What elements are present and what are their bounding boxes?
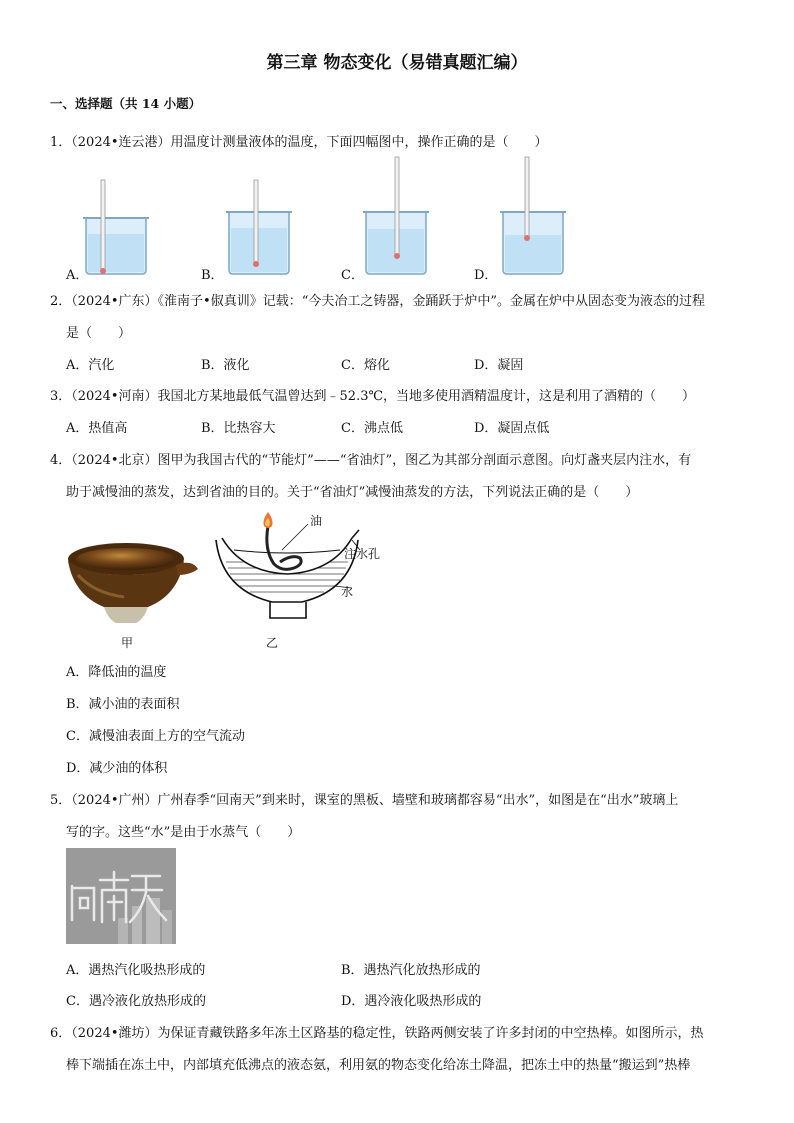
beaker-figure-c: [362, 155, 432, 276]
question-5-stem-line2: 写的字。这些“水”是由于水蒸气（ ）: [66, 825, 301, 840]
question-2-stem-line2: 是（ ）: [66, 326, 132, 341]
q5-option-c[interactable]: C．遇冷液化放热形成的: [66, 994, 206, 1009]
beaker-figure-a: [82, 178, 152, 276]
question-1-stem: 1．（2024•连云港）用温度计测量液体的温度，下面四幅图中，操作正确的是（ ）: [50, 135, 548, 150]
question-6-stem-line1: 6．（2024•潍坊）为保证青藏铁路多年冻土区路基的稳定性，铁路两侧安装了许多封闭的中空热棒。如图所示，热: [50, 1026, 704, 1041]
q2-option-c[interactable]: C．熔化: [341, 358, 390, 373]
beaker-figure-b: [225, 178, 295, 276]
foggy-window-photo: [66, 848, 176, 944]
q3-option-a[interactable]: A．热值高: [66, 421, 128, 436]
figure-label-water: 水: [341, 585, 354, 599]
figure-label-yi: 乙: [266, 636, 279, 650]
q5-option-d[interactable]: D．遇冷液化吸热形成的: [341, 994, 482, 1009]
q1-option-d[interactable]: D．: [474, 268, 498, 283]
question-6-stem-line2: 棒下端插在冻土中，内部填充低沸点的液态氨，利用氨的物态变化给冻土降温，把冻土中的热量“搬运到”热棒: [66, 1058, 691, 1073]
question-4-stem-line1: 4．（2024•北京）图甲为我国古代的“节能灯”——“省油灯”，图乙为其部分剖面示意图。向灯盏夹层内注水，有: [50, 453, 692, 468]
figure-label-oil: 油: [310, 514, 323, 528]
q3-option-c[interactable]: C．沸点低: [341, 421, 403, 436]
q3-option-d[interactable]: D．凝固点低: [474, 421, 550, 436]
q4-option-c[interactable]: C．减慢油表面上方的空气流动: [66, 729, 245, 744]
q5-option-a[interactable]: A．遇热汽化吸热形成的: [66, 963, 206, 978]
q5-option-b[interactable]: B．遇热汽化放热形成的: [341, 963, 481, 978]
q2-option-b[interactable]: B．液化: [201, 358, 250, 373]
page-title: 第三章 物态变化（易错真题汇编）: [266, 53, 528, 73]
q4-option-d[interactable]: D．减少油的体积: [66, 761, 168, 776]
beaker-figure-d: [499, 155, 569, 276]
q2-option-d[interactable]: D．凝固: [474, 358, 524, 373]
q1-option-b[interactable]: B．: [201, 268, 224, 283]
question-3-stem: 3．（2024•河南）我国北方某地最低气温曾达到﹣52.3℃，当地多使用酒精温度计，这是利用了酒精的（ ）: [50, 389, 696, 404]
q4-option-b[interactable]: B．减小油的表面积: [66, 697, 180, 712]
q3-option-b[interactable]: B．比热容大: [201, 421, 276, 436]
figure-label-hole: 注水孔: [344, 547, 381, 561]
question-4-stem-line2: 助于减慢油的蒸发，达到省油的目的。关于“省油灯”减慢油蒸发的方法，下列说法正确的是（ ）: [66, 485, 639, 500]
figure-label-jia: 甲: [121, 636, 134, 650]
q1-option-c[interactable]: C．: [341, 268, 364, 283]
q4-option-a[interactable]: A．降低油的温度: [66, 665, 167, 680]
q1-option-a[interactable]: A．: [66, 268, 89, 283]
question-5-stem-line1: 5．（2024•广州）广州春季“回南天”到来时，课室的黑板、墙壁和玻璃都容易“出水”，如图是在“出水”玻璃上: [50, 793, 679, 808]
section-heading: 一、选择题（共 14 小题）: [50, 96, 202, 111]
question-2-stem-line1: 2．（2024•广东）《淮南子•俶真训》记载：“今夫冶工之铸器，金踊跃于炉中”。金属在炉中从固态变为液态的过程: [50, 294, 705, 309]
oil-lamp-photo: [64, 535, 202, 630]
q2-option-a[interactable]: A．汽化: [66, 358, 115, 373]
oil-lamp-cross-section: [212, 510, 362, 635]
